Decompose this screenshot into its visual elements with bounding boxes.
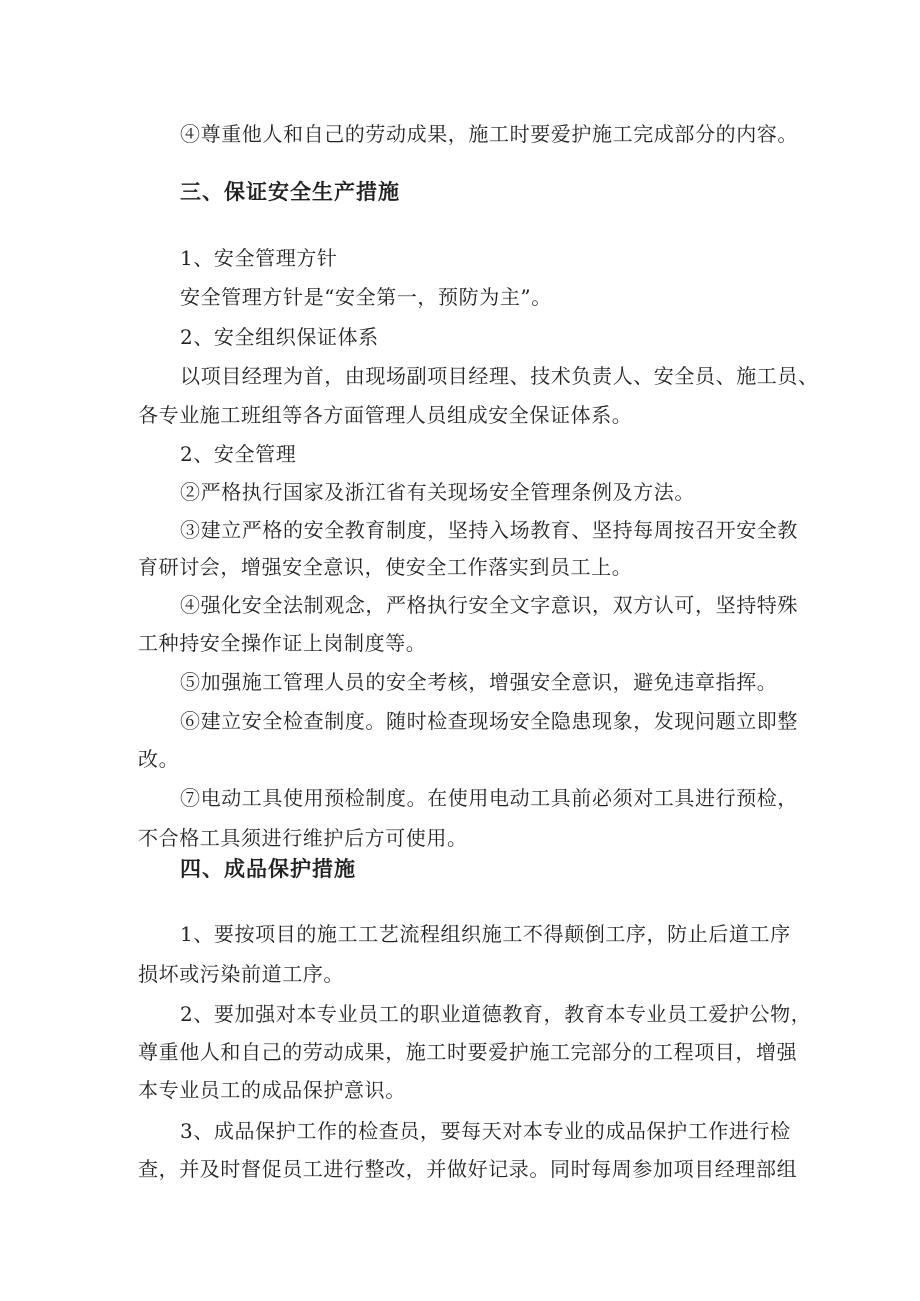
paragraph-line: ②严格执行国家及浙江省有关现场安全管理条例及方法。 <box>180 480 695 504</box>
paragraph-line: 以项目经理为首，由现场副项目经理、技术负责人、安全员、施工员、 <box>180 364 819 388</box>
paragraph-line: 改。 <box>138 747 180 771</box>
paragraph-line: ⑥建立安全检查制度。随时检查现场安全隐患现象，发现问题立即整 <box>180 709 798 733</box>
paragraph-line: 2、要加强对本专业员工的职业道德教育，教育本专业员工爱护公物， <box>180 1002 812 1026</box>
paragraph-line: ⑤加强施工管理人员的安全考核，增强安全意识，避免违章指挥。 <box>180 670 778 694</box>
paragraph-line: 各专业施工班组等各方面管理人员组成安全保证体系。 <box>138 403 633 427</box>
section-heading-protection: 四、成品保护措施 <box>180 857 356 881</box>
paragraph-line: 2、安全管理 <box>180 442 297 466</box>
paragraph-line: 损坏或污染前道工序。 <box>138 962 344 986</box>
paragraph-line: 育研讨会，增强安全意识，使安全工作落实到员工上。 <box>138 555 633 579</box>
paragraph-line: 查，并及时督促员工进行整改，并做好记录。同时每周参加项目经理部组 <box>138 1157 798 1181</box>
paragraph-line: 本专业员工的成品保护意识。 <box>138 1078 406 1102</box>
paragraph-line: ③建立严格的安全教育制度，坚持入场教育、坚持每周按召开安全教 <box>180 518 798 542</box>
paragraph-line: 1、要按项目的施工工艺流程组织施工不得颠倒工序，防止后道工序 <box>180 922 791 946</box>
paragraph-line: 尊重他人和自己的劳动成果，施工时要爱护施工完部分的工程项目，增强 <box>138 1040 798 1064</box>
paragraph-line: 1、安全管理方针 <box>180 246 338 270</box>
paragraph-line: ⑦电动工具使用预检制度。在使用电动工具前必须对工具进行预检， <box>180 786 798 810</box>
paragraph-line: ④强化安全法制观念，严格执行安全文字意识，双方认可，坚持特殊 <box>180 593 798 617</box>
paragraph-line: 3、成品保护工作的检查员，要每天对本专业的成品保护工作进行检 <box>180 1119 791 1143</box>
paragraph-line: 2、安全组织保证体系 <box>180 325 379 349</box>
paragraph-line: 不合格工具须进行维护后方可使用。 <box>138 826 468 850</box>
section-heading-safety: 三、保证安全生产措施 <box>180 180 400 204</box>
paragraph-line: 工种持安全操作证上岗制度等。 <box>138 631 427 655</box>
paragraph-line: ④尊重他人和自己的劳动成果，施工时要爱护施工完成部分的内容。 <box>180 122 798 146</box>
paragraph-line: 安全管理方针是“安全第一，预防为主”。 <box>180 285 552 309</box>
